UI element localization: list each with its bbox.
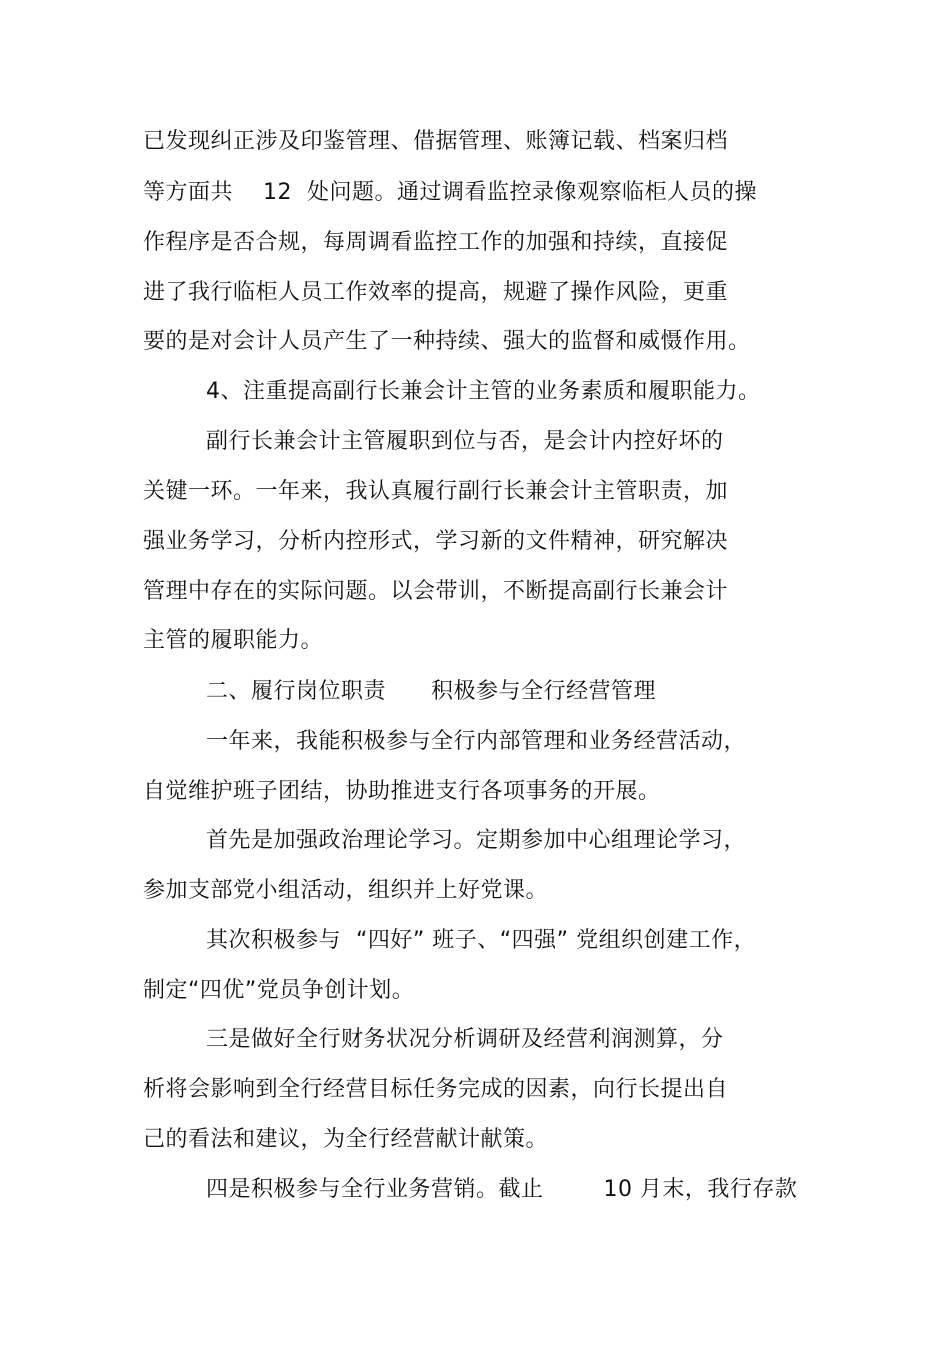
text-line-17: 其次积极参与 “四好” 班子、“四强” 党组织创建工作，	[206, 928, 757, 953]
text-line-13: 一年来，我能积极参与全行内部管理和业务经营活动，	[206, 729, 747, 754]
text-line-7: 副行长兼会计主管履职到位与否，是会计内控好坏的	[206, 429, 724, 454]
text-line-14: 自觉维护班子团结，协助推进支行各项事务的开展。	[143, 779, 661, 804]
text-line-18: 制定“四优”党员争创计划。	[143, 978, 415, 1003]
text-line-4: 进了我行临柜人员工作效率的提高，规避了操作风险，更重	[143, 280, 729, 305]
text-line-10: 管理中存在的实际问题。以会带训，不断提高副行长兼会计	[143, 579, 729, 604]
text-line-15: 首先是加强政治理论学习。定期参加中心组理论学习，	[206, 828, 747, 853]
text-line-8: 关键一环。一年来，我认真履行副行长兼会计主管职责，加	[143, 479, 729, 504]
text-line-19: 三是做好全行财务状况分析调研及经营利润测算，分	[206, 1027, 724, 1052]
section-heading-4: 4、注重提高副行长兼会计主管的业务素质和履职能力。	[206, 379, 761, 404]
text-line-20: 析将会影响到全行经营目标任务完成的因素，向行长提出自	[143, 1077, 729, 1102]
text-line-11: 主管的履职能力。	[143, 628, 324, 653]
text-line-3: 作程序是否合规，每周调看监控工作的加强和持续，直接促	[143, 230, 729, 255]
text-line-2: 等方面共 12 处问题。通过调看监控录像观察临柜人员的操	[143, 180, 757, 205]
text-line-1: 已发现纠正涉及印鉴管理、借据管理、账簿记载、档案归档	[143, 129, 729, 154]
text-line-5: 要的是对会计人员产生了一种持续、强大的监督和威慑作用。	[143, 329, 751, 354]
text-line-21: 己的看法和建议，为全行经营献计献策。	[143, 1127, 549, 1152]
text-line-16: 参加支部党小组活动，组织并上好党课。	[143, 878, 549, 903]
section-heading-2: 二、履行岗位职责 积极参与全行经营管理	[206, 679, 656, 704]
text-line-22: 四是积极参与全行业务营销。截止 10 月末，我行存款	[206, 1177, 798, 1202]
text-line-9: 强业务学习，分析内控形式，学习新的文件精神，研究解决	[143, 529, 729, 554]
